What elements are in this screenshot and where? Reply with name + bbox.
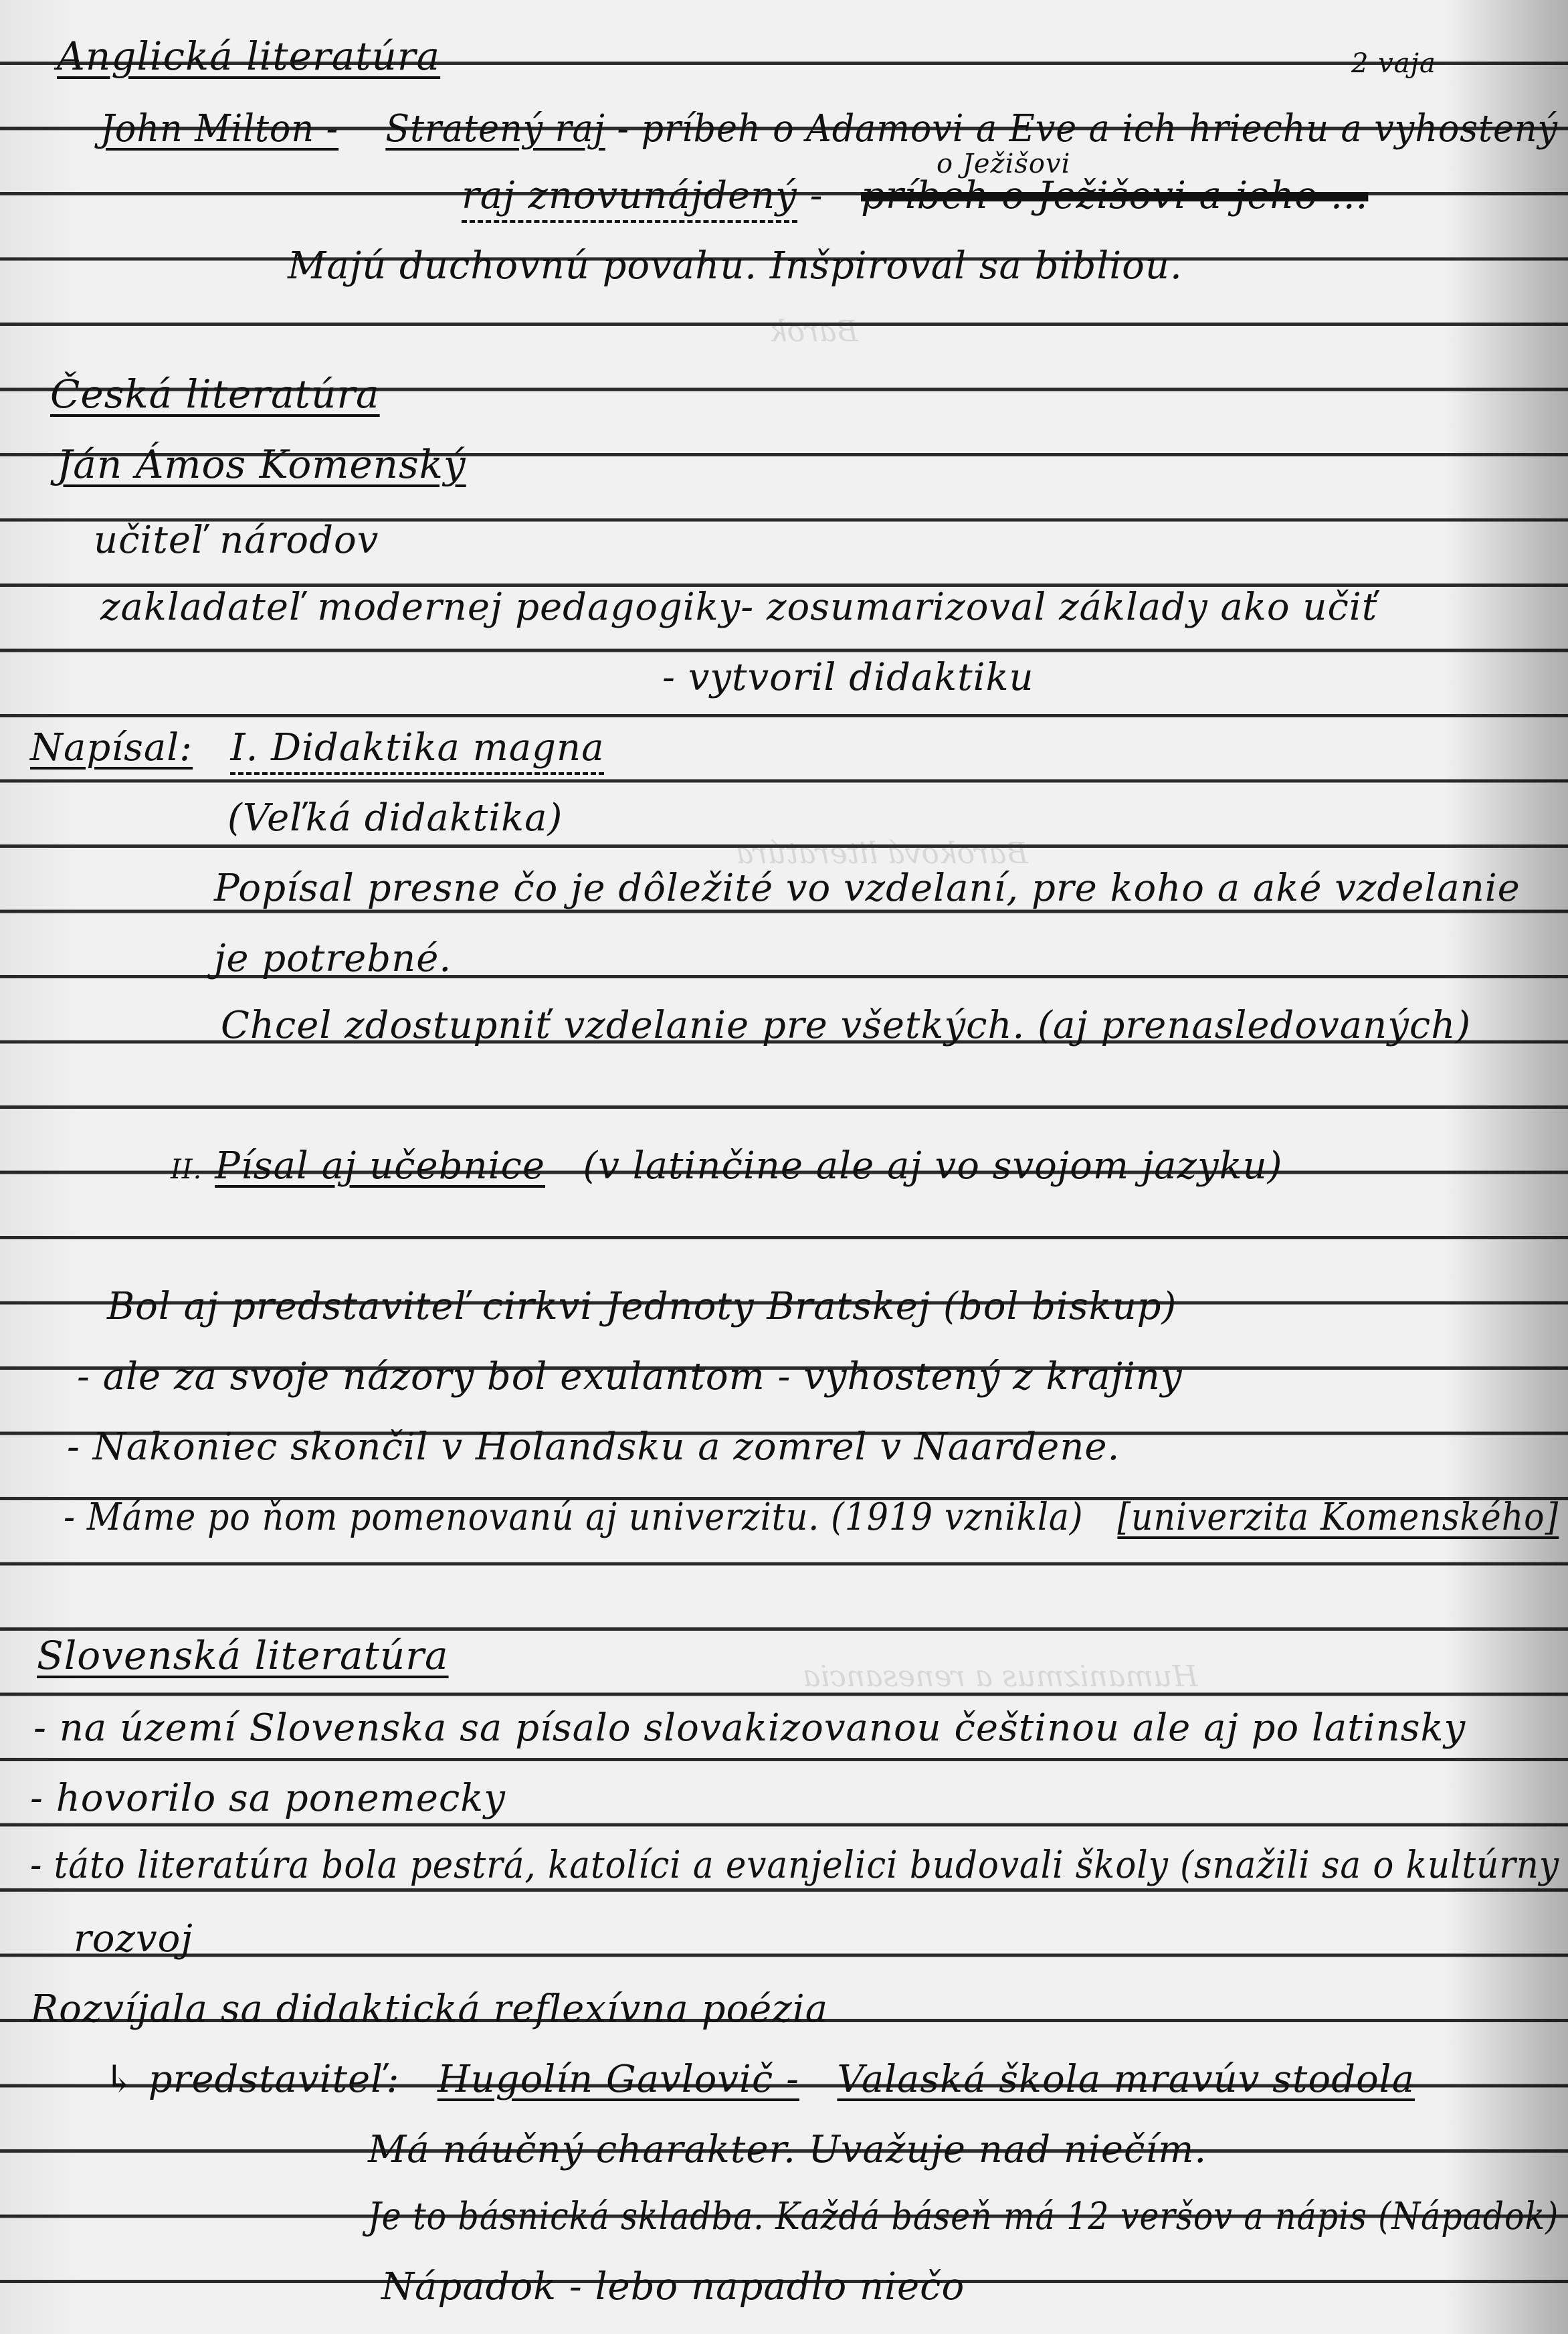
- komensky-author: Ján Ámos Komenský: [57, 442, 466, 487]
- textbooks-prefix: II.: [171, 1154, 203, 1185]
- slovak-line-5: Rozvíjala sa didaktická reflexívna poézia: [30, 1987, 829, 2031]
- slovak-literature-heading: Slovenská literatúra: [37, 1633, 449, 1678]
- page-number: 2 vaja: [1351, 48, 1436, 79]
- slovak-line-2: - hovorilo sa ponemecky: [30, 1777, 506, 1820]
- milton-author: John Milton -: [100, 107, 339, 151]
- komensky-bio-4: [64, 1496, 1559, 1539]
- paradise-regained-dash: -: [809, 174, 823, 217]
- insertion-note: o Ježišovi: [937, 149, 1071, 179]
- representative-work: Valaská škola mravúv stodola: [837, 2058, 1415, 2101]
- representative-line: [104, 2058, 1415, 2101]
- bleed-through-text: Barok: [769, 315, 858, 349]
- paradise-lost-desc: - príbeh o Adamovi a Eve a ich hriechu a vyhostený: [617, 107, 1558, 151]
- bleed-through-text: Baroková literatúra: [736, 836, 1028, 871]
- didaktika-desc-2: je potrebné.: [214, 937, 452, 980]
- didaktika-desc-1: Popísal presne čo je dôležité vo vzdelaní, pre koho a aké vzdelanie: [214, 867, 1521, 910]
- slovak-line-4: rozvoj: [74, 1917, 193, 1961]
- representative-label: ↳ predstaviteľ:: [104, 2058, 400, 2101]
- textbooks-title: Písal aj učebnice: [215, 1144, 546, 1188]
- representative-desc-2: Je to básnická skladba. Každá báseň má 12 veršov a nápis (Nápadok): [368, 2195, 1559, 2238]
- milton-line: [100, 107, 1558, 151]
- english-literature-heading: Anglická literatúra: [57, 33, 441, 79]
- representative-name: Hugolín Gavlovič -: [437, 2058, 800, 2101]
- representative-desc-3: Nápadok - lebo napadlo niečo: [381, 2265, 965, 2309]
- komensky-line-3: - vytvoril didaktiku: [662, 656, 1034, 699]
- paradise-regained-title: raj znovunájdený: [462, 174, 797, 223]
- komensky-bio-2: - ale za svoje názory bol exulantom - vyhostený z krajiny: [77, 1355, 1183, 1399]
- didaktika-subtitle: (Veľká didaktika): [227, 796, 563, 840]
- struck-out-text: príbeh o Ježišovi a jeho ...: [860, 174, 1369, 217]
- representative-desc-1: Má náučný charakter. Uvažuje nad niečím.: [368, 2128, 1207, 2171]
- textbooks-line: [171, 1144, 1283, 1188]
- paradise-regained-line: [462, 174, 1369, 217]
- czech-literature-heading: Česká literatúra: [50, 371, 380, 417]
- didaktika-desc-3: Chcel zdostupniť vzdelanie pre všetkých. (aj prenasledovaných): [221, 1004, 1472, 1047]
- wrote-label: Napísal:: [30, 726, 193, 770]
- paradise-lost-title: Stratený raj: [385, 107, 605, 151]
- komensky-line-1: učiteľ národov: [94, 519, 379, 562]
- didaktika-title: I. Didaktika magna: [230, 726, 604, 775]
- university-bracket: [univerzita Komenského]: [1117, 1496, 1559, 1539]
- komensky-bio-1: Bol aj predstaviteľ cirkvi Jednoty Bratskej (bol biskup): [107, 1285, 1177, 1328]
- didaktika-line: [30, 726, 605, 770]
- textbooks-rest: (v latinčine ale aj vo svojom jazyku): [583, 1144, 1283, 1188]
- slovak-line-3: - táto literatúra bola pestrá, katolíci a evanjelici budovali školy (snažili sa o kultúrny: [30, 1844, 1559, 1887]
- komensky-line-2: zakladateľ modernej pedagogiky- zosumarizoval základy ako učiť: [100, 586, 1378, 629]
- komensky-bio-4-text: - Máme po ňom pomenovanú aj univerzitu. (1919 vznikla): [64, 1496, 1084, 1539]
- slovak-line-1: - na území Slovenska sa písalo slovakizovanou češtinou ale aj po latinsky: [33, 1706, 1466, 1750]
- english-note: Majú duchovnú povahu. Inšpiroval sa bibliou.: [288, 244, 1183, 288]
- bleed-through-text: Humanizmus a renesancia: [803, 1659, 1198, 1694]
- komensky-bio-3: - Nakoniec skončil v Holandsku a zomrel v Naardene.: [67, 1425, 1120, 1469]
